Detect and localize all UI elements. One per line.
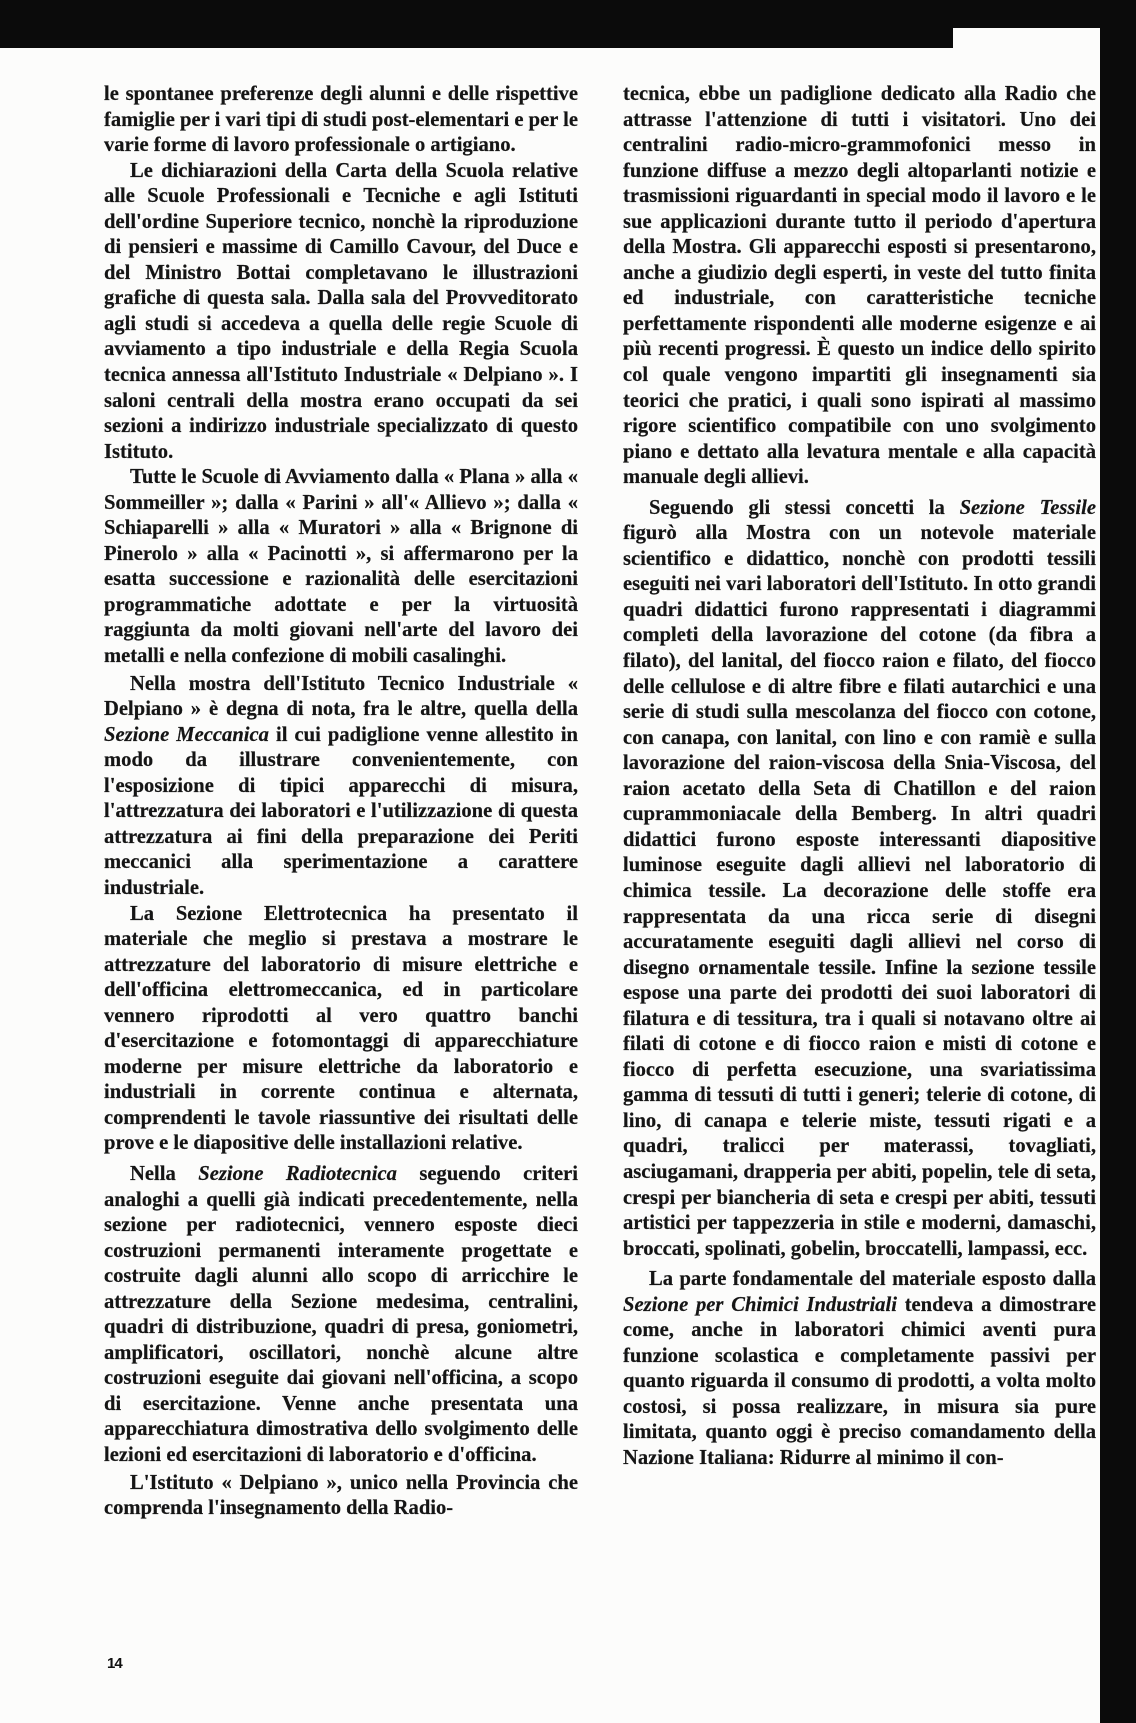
- paragraph-sezione-chimici: La parte fondamentale del materiale esposto dalla Sezione per Chimici Industriali tendeva a dimostrare come, anche in laboratori chimici aventi pura funzione scolastica e completamente passivi per quanto riguarda il consumo di prodotti, a volta molto costosi, si possa realizzare, in misura sia pure limitata, quanto oggi è preciso comandamento della Nazione Italiana: Ridurre al minimo il con-: [623, 1268, 1096, 1469]
- paragraph-sezione-meccanica: Nella mostra dell'Istituto Tecnico Industriale « Delpiano » è degna di nota, fra le altre, quella della Sezione Meccanica il cui padiglione venne allestito in modo da illustrare convenientemente, con l'esposizione di tipici apparecchi di misura, l'attrezzatura dei laboratori e l'utilizzazione di questa attrezzatura ai fini della preparazione dei Periti meccanici alla sperimentazione a carattere industriale.: [104, 672, 578, 899]
- paragraph-radio-padiglione: tecnica, ebbe un padiglione dedicato alla Radio che attrasse l'attenzione di tutti i visitatori. Uno dei centralini radio-micro-grammofonici messo in funzione diffuse a mezzo degli altoparlanti notizie e trasmissioni riguardanti in special modo il lavoro e le sue applicazioni durante tutto il periodo d'apertura della Mostra. Gli apparecchi esposti si presentarono, anche a giudizio degli esperti, in veste del tutto finita ed industriale, con caratteristiche tecniche perfettamente rispondenti alle moderne esigenze e ai più recenti progressi. È questo un indice dello spirito col quale vengono impartiti gli insegnamenti sia teorici che pratici, i quali sono ispirati al massimo rigore scientifico compatibile con uno svolgimento piano e dettato alla levatura mentale e alla capacità manuale degli allievi.: [623, 83, 1096, 489]
- left-column: [104, 82, 578, 1522]
- paragraph-sezione-elettrotecnica: La Sezione Elettrotecnica ha presentato il materiale che meglio si prestava a mostrare le attrezzature del laboratorio di misure elettriche e dell'officina elettromeccanica, ed in particolare vennero riprodotti al vero quattro banchi d'esercitazione e fotomontaggi di apparecchiature moderne per misure elettriche da laboratorio e industriali in corrente continua e alternata, comprendenti le tavole riassuntive dei risultati delle prove e le diapositive delle installazioni relative.: [104, 902, 578, 1155]
- paragraph-scuole-avviamento: Tutte le Scuole di Avviamento dalla « Plana » alla « Sommeiller »; dalla « Parini » all'« Allievo »; dalla « Schiaparelli » alla « Muratori » alla « Brignone di Pinerolo » alla « Pacinotti », si affermarono per la esatta successione e razionalità delle esercitazioni programmatiche adottate e per la virtuosità raggiunta da molti giovani nell'arte del lavoro dei metalli e nella confezione di mobili casalinghi.: [104, 466, 578, 668]
- paragraph-continuation: le spontanee preferenze degli alunni e delle rispettive famiglie per i vari tipi di studi post-elementari e per le varie forme di lavoro professionale o artigiano.: [104, 83, 578, 157]
- paragraph-carta-della-scuola: Le dichiarazioni della Carta della Scuola relative alle Scuole Professionali e Tecniche e agli Istituti dell'ordine Superiore tecnico, nonchè la riproduzione di pensieri e massime di Camillo Cavour, del Duce e del Ministro Bottai completavano le illustrazioni grafiche di questa sala. Dalla sala del Provveditorato agli studi si accedeva a quella delle regie Scuole di avviamento a tipo industriale e della Regia Scuola tecnica annessa all'Istituto Industriale « Delpiano ». I saloni centrali della mostra erano occupati da sei sezioni a indirizzo industriale specializzato di questo Istituto.: [104, 159, 578, 463]
- paragraph-sezione-tessile: Seguendo gli stessi concetti la Sezione Tessile figurò alla Mostra con un notevole materiale scientifico e didattico, nonchè con prodotti tessili eseguiti nei vari laboratori dell'Istituto. In otto grandi quadri didattici furono rappresentati i diagrammi completi della lavorazione del cotone (da fibra a filato), del lanital, del fiocco raion e filato, del fiocco delle cellulose e di altre fibre e filati autarchici e una serie di studi sulla mescolanza del fiocco con cotone, con canapa, con lanital, con lino e con ramiè e sulla lavorazione del raion-viscosa della Snia-Viscosa, del raion acetato della Seta di Chatillon e del raion cuprammoniacale della Bemberg. In altri quadri didattici furono esposte interessanti diapositive luminose eseguite dagli allievi nel laboratorio di chimica tessile. La decorazione delle stoffe era rappresentata da una ricca serie di disegni accuratamente eseguiti dagli allievi nel corso di disegno ornamentale tessile. Infine la sezione tessile espose una parte dei prodotti dei suoi laboratori di filatura e di tessitura, tra i quali si notavano oltre ai filati di cotone e di fiocco raion e misti di cotone e fiocco di perfetta esecuzione, una svariatissima gamma di tessuti di tutti i generi; telerie di cotone, di lino, di canapa e telerie miste, tessuti rigati e a quadri, tralicci per materassi, tovagliati, asciugamani, drapperia per abiti, popelin, tele di seta, crespi per biancheria di seta e crespi per abiti, tessuti artistici per tappezzeria in stile e moderni, damaschi, broccati, spolinati, gobelin, broccatelli, lampassi, ecc.: [623, 496, 1097, 1260]
- scan-right-border: [1100, 0, 1136, 1723]
- scan-top-border: [0, 0, 953, 48]
- paragraph-istituto-delpiano: L'Istituto « Delpiano », unico nella Provincia che comprenda l'insegnamento della Radio-: [104, 1471, 578, 1520]
- paragraph-sezione-radiotecnica: Nella Sezione Radiotecnica seguendo criteri analoghi a quelli già indicati precedentemente, nella sezione per radiotecnici, vennero esposte dieci costruzioni permanenti interamente progettate e costruite dagli alunni allo scopo di arricchire le attrezzature della Sezione medesima, centralini, quadri di distribuzione, quadri di presa, goniometri, amplificatori, oscillatori, nonchè alcune altre costruzioni eseguite dai giovani nell'officina, a scopo di esercitazione. Venne anche presentata una apparecchiatura dimostrativa dello svolgimento delle lezioni ed esercitazioni di laboratorio e d'officina.: [104, 1162, 578, 1466]
- page-number: 14: [107, 1655, 122, 1672]
- right-column: [623, 82, 1096, 1472]
